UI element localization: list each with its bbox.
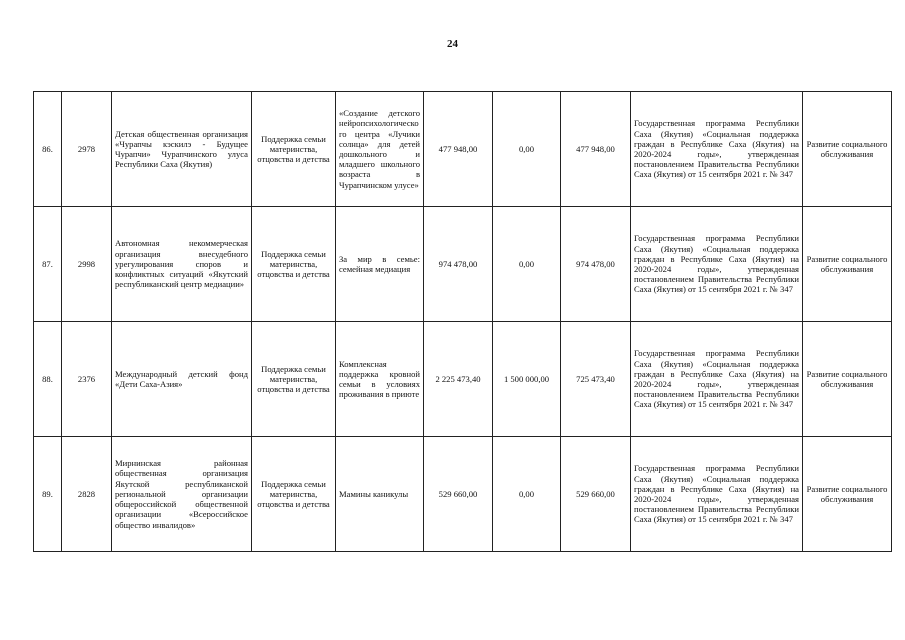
organization-name: Мирнинская районная общественная организация Якутской республиканской региональной организации общероссийской общественной организации «Всероссийское общество инвалидов» (112, 437, 252, 552)
state-program: Государственная программа Республики Саха (Якутия) «Социальная поддержка граждан в Республике Саха (Якутия) на 2020-2024 годы», утвержденная постановлением Правительства Республики Саха (Якутия) от 15 сентября 2021 г. № 347 (631, 92, 803, 207)
cofinancing-amount: 0,00 (493, 92, 561, 207)
organization-name: Детская общественная организация «Чурапчы кэскилэ - Будущее Чурапчи» Чурапчинского улуса Республики Саха (Якутия) (112, 92, 252, 207)
grant-category: Поддержка семьи материнства, отцовства и детства (252, 92, 336, 207)
cofinancing-amount: 0,00 (493, 437, 561, 552)
grant-category: Поддержка семьи материнства, отцовства и детства (252, 322, 336, 437)
project-name: «Создание детского нейропсихологического центра «Лучики солнца» для детей дошкольного и младшего школьного возраста в Чурапчинском улусе» (336, 92, 424, 207)
total-amount: 974 478,00 (424, 207, 493, 322)
application-id: 2998 (62, 207, 112, 322)
cofinancing-amount: 0,00 (493, 207, 561, 322)
organization-name: Автономная некоммерческая организация внесудебного урегулирования споров и конфликтных ситуаций «Якутский республиканский центр медиации» (112, 207, 252, 322)
program-direction: Развитие социального обслуживания (803, 207, 892, 322)
total-amount: 2 225 473,40 (424, 322, 493, 437)
grant-amount: 974 478,00 (561, 207, 631, 322)
grant-category: Поддержка семьи материнства, отцовства и детства (252, 207, 336, 322)
grants-table (33, 91, 892, 552)
total-amount: 477 948,00 (424, 92, 493, 207)
program-direction: Развитие социального обслуживания (803, 92, 892, 207)
program-direction: Развитие социального обслуживания (803, 437, 892, 552)
application-id: 2978 (62, 92, 112, 207)
project-name: Комплексная поддержка кровной семьи в условиях проживания в приюте (336, 322, 424, 437)
application-id: 2828 (62, 437, 112, 552)
row-number: 86. (34, 92, 62, 207)
page-number: 24 (447, 38, 458, 50)
row-number: 89. (34, 437, 62, 552)
table-row (34, 437, 892, 552)
state-program: Государственная программа Республики Саха (Якутия) «Социальная поддержка граждан в Республике Саха (Якутия) на 2020-2024 годы», утвержденная постановлением Правительства Республики Саха (Якутия) от 15 сентября 2021 г. № 347 (631, 437, 803, 552)
table-row (34, 92, 892, 207)
project-name: За мир в семье: семейная медиация (336, 207, 424, 322)
state-program: Государственная программа Республики Саха (Якутия) «Социальная поддержка граждан в Республике Саха (Якутия) на 2020-2024 годы», утвержденная постановлением Правительства Республики Саха (Якутия) от 15 сентября 2021 г. № 347 (631, 322, 803, 437)
application-id: 2376 (62, 322, 112, 437)
row-number: 88. (34, 322, 62, 437)
total-amount: 529 660,00 (424, 437, 493, 552)
row-number: 87. (34, 207, 62, 322)
table-row (34, 322, 892, 437)
cofinancing-amount: 1 500 000,00 (493, 322, 561, 437)
project-name: Мамины каникулы (336, 437, 424, 552)
program-direction: Развитие социального обслуживания (803, 322, 892, 437)
state-program: Государственная программа Республики Саха (Якутия) «Социальная поддержка граждан в Республике Саха (Якутия) на 2020-2024 годы», утвержденная постановлением Правительства Республики Саха (Якутия) от 15 сентября 2021 г. № 347 (631, 207, 803, 322)
grant-category: Поддержка семьи материнства, отцовства и детства (252, 437, 336, 552)
grant-amount: 477 948,00 (561, 92, 631, 207)
table-row (34, 207, 892, 322)
grant-amount: 725 473,40 (561, 322, 631, 437)
organization-name: Международный детский фонд «Дети Саха-Азия» (112, 322, 252, 437)
grant-amount: 529 660,00 (561, 437, 631, 552)
